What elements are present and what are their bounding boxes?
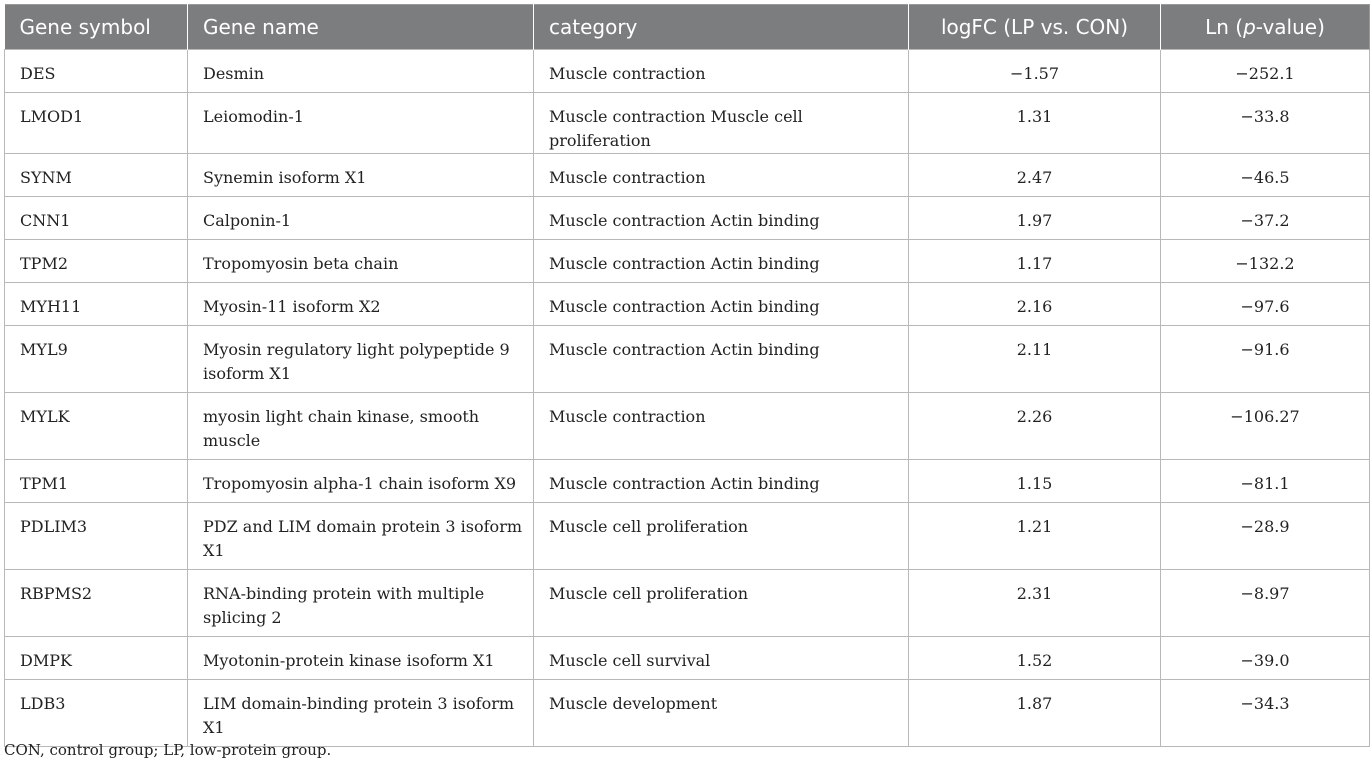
cell-category: Muscle contraction Actin binding: [534, 283, 909, 326]
cell-category: Muscle contraction: [534, 393, 909, 460]
header-row: [5, 5, 1370, 50]
cell-name: RNA-binding protein with multiple splicing 2: [188, 570, 534, 637]
cell-symbol: TPM2: [5, 240, 188, 283]
cell-ln: −97.6: [1161, 283, 1370, 326]
cell-name: PDZ and LIM domain protein 3 isoform X1: [188, 503, 534, 570]
cell-symbol: MYLK: [5, 393, 188, 460]
cell-logfc: 1.97: [909, 197, 1161, 240]
cell-symbol: CNN1: [5, 197, 188, 240]
cell-name: Myosin regulatory light polypeptide 9 isoform X1: [188, 326, 534, 393]
cell-category: Muscle contraction Actin binding: [534, 197, 909, 240]
table-row: [5, 326, 1370, 393]
cell-name: Calponin-1: [188, 197, 534, 240]
cell-ln: −81.1: [1161, 460, 1370, 503]
cell-category: Muscle contraction Muscle cell proliferation: [534, 93, 909, 154]
table-row: [5, 283, 1370, 326]
table-row: [5, 460, 1370, 503]
table-row: [5, 680, 1370, 747]
cell-category: Muscle development: [534, 680, 909, 747]
cell-ln: −46.5: [1161, 154, 1370, 197]
cell-logfc: 2.31: [909, 570, 1161, 637]
cell-logfc: 2.26: [909, 393, 1161, 460]
cell-category: Muscle cell proliferation: [534, 503, 909, 570]
cell-ln: −28.9: [1161, 503, 1370, 570]
cell-logfc: 1.31: [909, 93, 1161, 154]
cell-symbol: RBPMS2: [5, 570, 188, 637]
cell-category: Muscle contraction Actin binding: [534, 240, 909, 283]
cell-ln: −252.1: [1161, 50, 1370, 93]
table-footnote: CON, control group; LP, low-protein group.: [4, 741, 332, 759]
cell-name: myosin light chain kinase, smooth muscle: [188, 393, 534, 460]
header-category: category: [534, 5, 909, 50]
cell-symbol: MYL9: [5, 326, 188, 393]
cell-symbol: DES: [5, 50, 188, 93]
cell-logfc: 1.87: [909, 680, 1161, 747]
table-row: [5, 393, 1370, 460]
header-gene-name: Gene name: [188, 5, 534, 50]
header-ln-prefix: Ln (: [1205, 15, 1244, 39]
table-header: [5, 5, 1370, 50]
table-row: [5, 570, 1370, 637]
cell-symbol: DMPK: [5, 637, 188, 680]
cell-name: Desmin: [188, 50, 534, 93]
table-row: [5, 240, 1370, 283]
cell-ln: −33.8: [1161, 93, 1370, 154]
cell-category: Muscle contraction Actin binding: [534, 326, 909, 393]
table-body: [5, 50, 1370, 747]
cell-ln: −34.3: [1161, 680, 1370, 747]
header-ln-pvalue: [1161, 5, 1370, 50]
cell-ln: −8.97: [1161, 570, 1370, 637]
cell-name: Myosin-11 isoform X2: [188, 283, 534, 326]
cell-logfc: 1.21: [909, 503, 1161, 570]
table-row: [5, 154, 1370, 197]
cell-category: Muscle cell proliferation: [534, 570, 909, 637]
cell-logfc: 2.11: [909, 326, 1161, 393]
cell-name: Myotonin-protein kinase isoform X1: [188, 637, 534, 680]
cell-symbol: LMOD1: [5, 93, 188, 154]
cell-ln: −91.6: [1161, 326, 1370, 393]
cell-symbol: MYH11: [5, 283, 188, 326]
cell-name: Synemin isoform X1: [188, 154, 534, 197]
cell-ln: −132.2: [1161, 240, 1370, 283]
cell-name: LIM domain-binding protein 3 isoform X1: [188, 680, 534, 747]
header-gene-symbol: Gene symbol: [5, 5, 188, 50]
cell-logfc: −1.57: [909, 50, 1161, 93]
gene-table-container: [4, 4, 1369, 747]
cell-logfc: 1.17: [909, 240, 1161, 283]
cell-logfc: 1.15: [909, 460, 1161, 503]
header-ln-suffix: -value): [1255, 15, 1325, 39]
table-row: [5, 50, 1370, 93]
cell-name: Tropomyosin beta chain: [188, 240, 534, 283]
table-row: [5, 503, 1370, 570]
cell-name: Leiomodin-1: [188, 93, 534, 154]
cell-symbol: SYNM: [5, 154, 188, 197]
cell-symbol: PDLIM3: [5, 503, 188, 570]
cell-category: Muscle contraction: [534, 50, 909, 93]
cell-name: Tropomyosin alpha-1 chain isoform X9: [188, 460, 534, 503]
gene-table: [4, 4, 1370, 747]
table-row: [5, 93, 1370, 154]
cell-category: Muscle contraction: [534, 154, 909, 197]
cell-category: Muscle contraction Actin binding: [534, 460, 909, 503]
cell-logfc: 2.16: [909, 283, 1161, 326]
header-ln-italic-p: p: [1243, 15, 1256, 39]
cell-logfc: 2.47: [909, 154, 1161, 197]
cell-symbol: LDB3: [5, 680, 188, 747]
cell-ln: −106.27: [1161, 393, 1370, 460]
cell-ln: −39.0: [1161, 637, 1370, 680]
cell-category: Muscle cell survival: [534, 637, 909, 680]
cell-symbol: TPM1: [5, 460, 188, 503]
table-row: [5, 197, 1370, 240]
cell-logfc: 1.52: [909, 637, 1161, 680]
table-row: [5, 637, 1370, 680]
header-logfc: logFC (LP vs. CON): [909, 5, 1161, 50]
cell-ln: −37.2: [1161, 197, 1370, 240]
